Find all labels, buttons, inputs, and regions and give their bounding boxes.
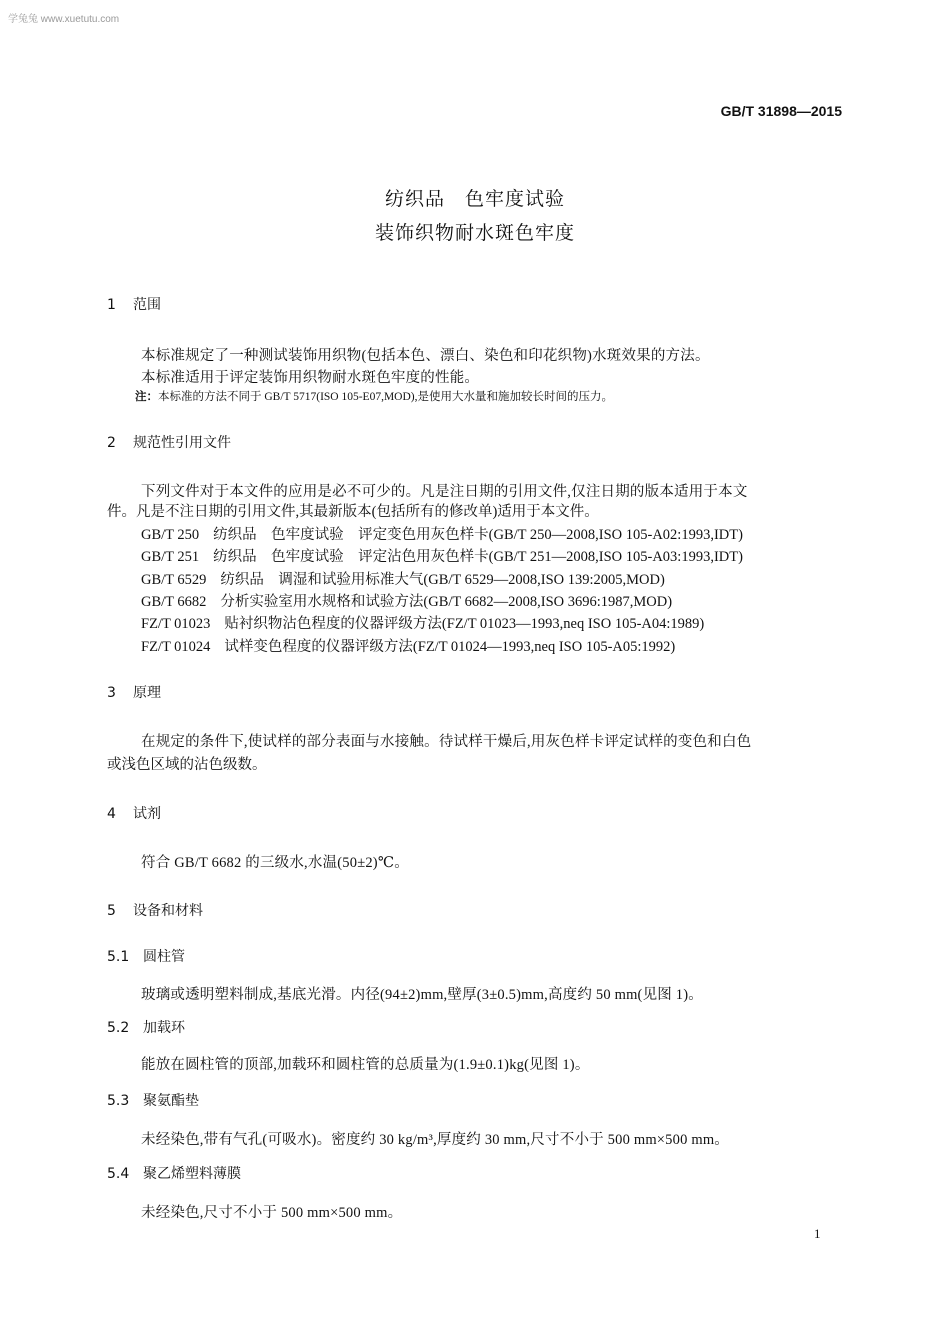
reference-item xyxy=(141,590,672,611)
paragraph: 能放在圆柱管的顶部,加载环和圆柱管的总质量为(1.9±0.1)kg(见图 1)。 xyxy=(141,1057,590,1073)
reference-item xyxy=(141,568,665,589)
section-number: 5 xyxy=(107,903,116,919)
section-heading-1 xyxy=(107,294,161,314)
reference-code: FZ/T 01024 xyxy=(141,639,211,655)
section-title: 规范性引用文件 xyxy=(133,435,231,451)
paragraph: 下列文件对于本文件的应用是必不可少的。凡是注日期的引用文件,仅注日期的版本适用于本文 xyxy=(141,484,748,500)
section-title: 聚乙烯塑料薄膜 xyxy=(143,1166,241,1182)
section-number: 5.3 xyxy=(107,1093,130,1109)
reference-text: 纺织品 色牢度试验 评定变色用灰色样卡(GB/T 250—2008,ISO 105-A02:1993,IDT) xyxy=(213,527,743,543)
section-title: 范围 xyxy=(133,297,161,313)
watermark: 学兔兔 www.xuetutu.com xyxy=(8,14,120,25)
section-title: 设备和材料 xyxy=(133,903,203,919)
reference-code: GB/T 6682 xyxy=(141,594,207,610)
subsection-heading-5-3 xyxy=(107,1090,199,1110)
reference-text: 纺织品 调湿和试验用标准大气(GB/T 6529—2008,ISO 139:2005,MOD) xyxy=(220,572,665,588)
subsection-heading-5-1 xyxy=(107,946,185,966)
page-number: 1 xyxy=(814,1226,821,1241)
section-number: 2 xyxy=(107,435,116,451)
section-heading-4 xyxy=(107,803,161,823)
note xyxy=(135,388,613,404)
reference-item xyxy=(141,523,743,544)
paragraph: 或浅色区域的沾色级数。 xyxy=(107,757,267,773)
reference-code: FZ/T 01023 xyxy=(141,616,211,632)
reference-item xyxy=(141,635,675,656)
section-title: 原理 xyxy=(133,685,161,701)
note-text: 本标准的方法不同于 GB/T 5717(ISO 105-E07,MOD),是使用大水量和施加较长时间的压力。 xyxy=(158,391,613,403)
section-heading-2 xyxy=(107,432,231,452)
paragraph: 玻璃或透明塑料制成,基底光滑。内径(94±2)mm,壁厚(3±0.5)mm,高度约 50 mm(见图 1)。 xyxy=(141,987,703,1003)
document-title-line1: 纺织品 色牢度试验 xyxy=(384,188,565,210)
reference-code: GB/T 251 xyxy=(141,549,200,565)
section-number: 5.4 xyxy=(107,1166,130,1182)
document-title-line2: 装饰织物耐水斑色牢度 xyxy=(374,222,575,244)
reference-text: 试样变色程度的仪器评级方法(FZ/T 01024—1993,neq ISO 105-A05:1992) xyxy=(224,639,676,655)
section-heading-5 xyxy=(107,900,203,920)
reference-text: 贴衬织物沾色程度的仪器评级方法(FZ/T 01023—1993,neq ISO 105-A04:1989) xyxy=(224,616,705,632)
subsection-heading-5-4 xyxy=(107,1163,241,1183)
section-title: 聚氨酯垫 xyxy=(143,1093,199,1109)
section-number: 4 xyxy=(107,806,116,822)
section-heading-3 xyxy=(107,682,161,702)
section-title: 圆柱管 xyxy=(143,949,185,965)
reference-text: 纺织品 色牢度试验 评定沾色用灰色样卡(GB/T 251—2008,ISO 105-A03:1993,IDT) xyxy=(213,549,743,565)
paragraph: 未经染色,带有气孔(可吸水)。密度约 30 kg/m³,厚度约 30 mm,尺寸不小于 500 mm×500 mm。 xyxy=(141,1132,730,1148)
standard-number: GB/T 31898—2015 xyxy=(720,103,842,119)
note-label: 注： xyxy=(135,389,158,403)
section-number: 1 xyxy=(107,297,116,313)
section-title: 试剂 xyxy=(133,806,161,822)
reference-item xyxy=(141,545,743,566)
reference-text: 分析实验室用水规格和试验方法(GB/T 6682—2008,ISO 3696:1987,MOD) xyxy=(220,594,673,610)
section-number: 5.1 xyxy=(107,949,130,965)
reference-code: GB/T 250 xyxy=(141,527,200,543)
section-number: 3 xyxy=(107,685,116,701)
paragraph: 未经染色,尺寸不小于 500 mm×500 mm。 xyxy=(141,1205,403,1221)
subsection-heading-5-2 xyxy=(107,1017,185,1037)
paragraph: 本标准适用于评定装饰用织物耐水斑色牢度的性能。 xyxy=(141,370,480,386)
paragraph: 符合 GB/T 6682 的三级水,水温(50±2)℃。 xyxy=(141,855,409,871)
paragraph: 在规定的条件下,使试样的部分表面与水接触。待试样干燥后,用灰色样卡评定试样的变色和白色 xyxy=(141,734,752,750)
section-number: 5.2 xyxy=(107,1020,130,1036)
paragraph: 件。凡是不注日期的引用文件,其最新版本(包括所有的修改单)适用于本文件。 xyxy=(107,504,599,520)
reference-code: GB/T 6529 xyxy=(141,572,207,588)
reference-item xyxy=(141,612,704,633)
section-title: 加载环 xyxy=(143,1020,185,1036)
paragraph: 本标准规定了一种测试装饰用织物(包括本色、漂白、染色和印花织物)水斑效果的方法。 xyxy=(141,348,710,364)
